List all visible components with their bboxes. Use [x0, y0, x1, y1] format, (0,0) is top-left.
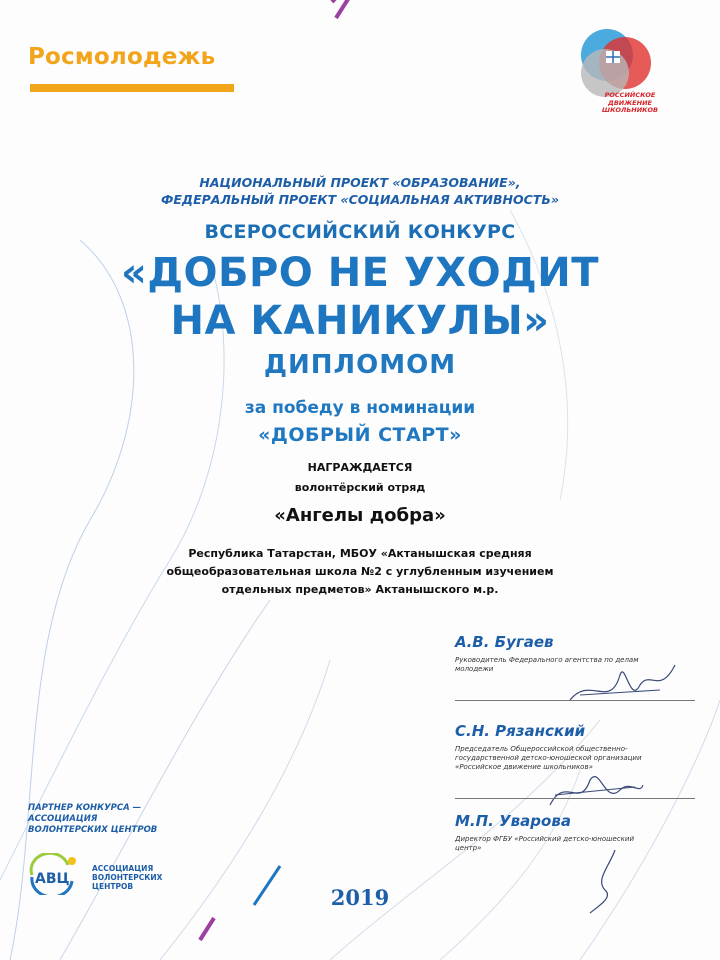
- contest-title-line2: НА КАНИКУЛЫ»: [170, 298, 550, 344]
- avc-logo-icon: [26, 853, 86, 895]
- year: 2019: [330, 885, 390, 910]
- avc-logo-text: АССОЦИАЦИЯ ВОЛОНТЕРСКИХ ЦЕНТРОВ: [92, 864, 163, 891]
- signature-scribble-2: [545, 765, 645, 815]
- avc-abbr: АВЦ: [35, 871, 70, 887]
- contest-label: ВСЕРОССИЙСКИЙ КОНКУРС: [204, 221, 516, 243]
- signature-line-2: [455, 798, 695, 799]
- signature-scribble-1: [560, 655, 680, 715]
- signature-line-1: [455, 700, 695, 701]
- rosmolodezh-logo: Росмолодежь: [28, 44, 216, 70]
- signatory-name: А.В. Бугаев: [455, 633, 554, 651]
- signatory-position: Директор ФГБУ «Российский детско-юношеский центр»: [455, 835, 635, 852]
- signatory-name: С.Н. Рязанский: [455, 722, 586, 740]
- partner-caption: ПАРТНЕР КОНКУРСА — АССОЦИАЦИЯ ВОЛОНТЕРСКИХ ЦЕНТРОВ: [28, 803, 158, 835]
- nomination-line1: за победу в номинации: [244, 398, 476, 418]
- signatory-position: Председатель Общероссийской общественно- государственной детско-юношеской организации «Российское движение школьников»: [455, 745, 642, 771]
- team-description: Республика Татарстан, МБОУ «Актанышская средняя общеобразовательная школа №2 с углубленным изучением отдельных предметов» Актанышского м.р.: [166, 547, 554, 596]
- team-type: волонтёрский отряд: [294, 481, 426, 494]
- signature-scribble-3: [585, 845, 625, 915]
- rdsh-logo-text: РОССИЙСКОЕ ДВИЖЕНИЕ ШКОЛЬНИКОВ: [602, 91, 658, 114]
- signatory-3: [455, 812, 695, 853]
- signatory-name: М.П. Уварова: [455, 812, 571, 830]
- contest-title-line1: «ДОБРО НЕ УХОДИТ: [121, 250, 599, 296]
- team-name: «Ангелы добра»: [274, 505, 446, 526]
- nomination-name: «ДОБРЫЙ СТАРТ»: [258, 424, 462, 446]
- federal-project-line: ФЕДЕРАЛЬНЫЙ ПРОЕКТ «СОЦИАЛЬНАЯ АКТИВНОСТЬ»: [161, 192, 559, 207]
- signatory-position: Руководитель Федерального агентства по делам молодежи: [455, 656, 639, 673]
- awarded-label: НАГРАЖДАЕТСЯ: [307, 461, 413, 474]
- diploma-heading: ДИПЛОМОМ: [263, 350, 457, 380]
- brand-underline: [30, 84, 234, 92]
- national-project-line: НАЦИОНАЛЬНЫЙ ПРОЕКТ «ОБРАЗОВАНИЕ»,: [199, 175, 521, 190]
